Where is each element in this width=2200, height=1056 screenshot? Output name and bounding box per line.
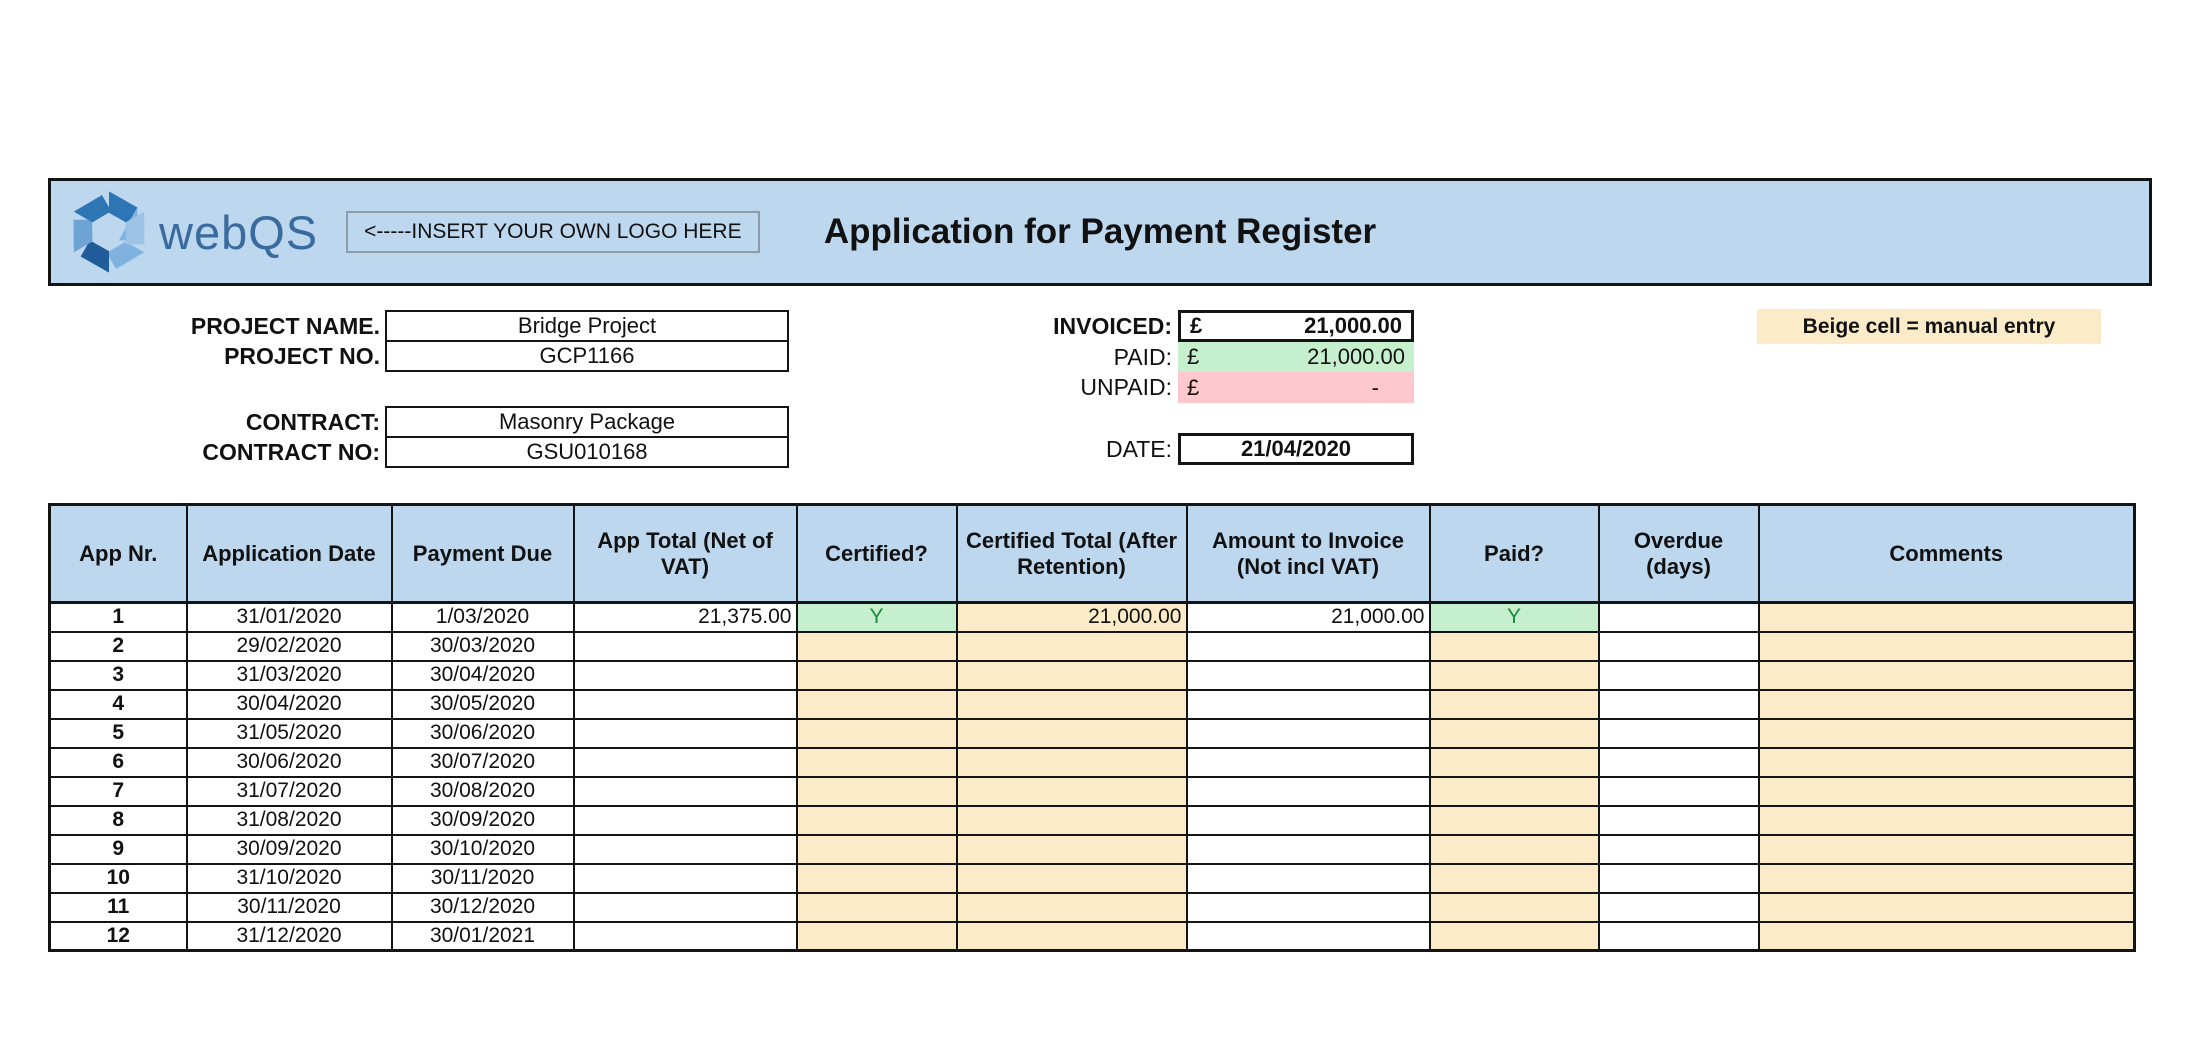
cell-app-nr[interactable]: 4 [50,690,187,719]
project-number-field[interactable]: GCP1166 [385,340,789,372]
cell-app-total[interactable] [574,661,797,690]
cell-overdue-days[interactable] [1599,864,1759,893]
cell-amount-to-invoice[interactable] [1187,835,1430,864]
cell-application-date[interactable]: 31/07/2020 [187,777,392,806]
table-row [50,864,2135,893]
cell-certified[interactable] [797,922,957,951]
cell-app-nr[interactable]: 6 [50,748,187,777]
payment-register-table [48,503,2136,952]
cell-amount-to-invoice[interactable] [1187,893,1430,922]
cell-comments[interactable] [1759,835,2135,864]
webqs-logo-text: webQS [159,205,319,259]
cell-certified-total[interactable] [957,719,1187,748]
cell-overdue-days[interactable] [1599,661,1759,690]
cell-application-date[interactable]: 30/06/2020 [187,748,392,777]
column-header-application-date: Application Date [187,505,392,603]
manual-entry-legend: Beige cell = manual entry [1757,309,2101,344]
cell-app-nr[interactable]: 2 [50,632,187,661]
column-header-app-total: App Total (Net of VAT) [574,505,797,603]
cell-comments[interactable] [1759,864,2135,893]
cell-application-date[interactable]: 30/09/2020 [187,835,392,864]
banner [48,178,2152,286]
cell-payment-due[interactable]: 30/07/2020 [392,748,574,777]
column-header-certified: Certified? [797,505,957,603]
project-name-label: PROJECT NAME. [190,313,380,339]
paid-currency: £ [1187,344,1200,369]
invoiced-currency: £ [1190,313,1203,338]
cell-comments[interactable] [1759,748,2135,777]
column-header-comments: Comments [1759,505,2135,603]
cell-certified[interactable] [797,632,957,661]
contract-field[interactable]: Masonry Package [385,406,789,438]
column-header-overdue-days: Overdue (days) [1599,505,1759,603]
cell-paid[interactable] [1430,661,1599,690]
table-row [50,748,2135,777]
cell-app-nr[interactable]: 7 [50,777,187,806]
table-row [50,893,2135,922]
webqs-hexagon-icon [63,186,155,278]
date-field[interactable]: 21/04/2020 [1178,433,1414,465]
cell-certified-total[interactable]: 21,000.00 [957,603,1187,632]
project-number-label: PROJECT NO. [224,343,380,369]
cell-paid[interactable] [1430,719,1599,748]
cell-app-nr[interactable]: 1 [50,603,187,632]
cell-payment-due[interactable]: 30/08/2020 [392,777,574,806]
cell-comments[interactable] [1759,661,2135,690]
cell-amount-to-invoice[interactable] [1187,748,1430,777]
cell-payment-due[interactable]: 30/10/2020 [392,835,574,864]
cell-paid[interactable] [1430,893,1599,922]
webqs-logo [63,186,318,278]
cell-certified[interactable] [797,893,957,922]
cell-paid[interactable] [1430,922,1599,951]
cell-comments[interactable] [1759,603,2135,632]
cell-paid[interactable] [1430,748,1599,777]
cell-application-date[interactable]: 31/10/2020 [187,864,392,893]
cell-overdue-days[interactable] [1599,748,1759,777]
cell-paid[interactable] [1430,864,1599,893]
cell-app-total[interactable] [574,835,797,864]
cell-app-total[interactable] [574,922,797,951]
cell-app-total[interactable] [574,632,797,661]
cell-application-date[interactable]: 30/11/2020 [187,893,392,922]
cell-application-date[interactable]: 31/01/2020 [187,603,392,632]
cell-app-total[interactable]: 21,375.00 [574,603,797,632]
cell-certified-total[interactable] [957,632,1187,661]
cell-payment-due[interactable]: 1/03/2020 [392,603,574,632]
cell-certified-total[interactable] [957,835,1187,864]
cell-amount-to-invoice[interactable]: 21,000.00 [1187,603,1430,632]
cell-amount-to-invoice[interactable] [1187,632,1430,661]
table-row [50,835,2135,864]
cell-amount-to-invoice[interactable] [1187,777,1430,806]
cell-overdue-days[interactable] [1599,806,1759,835]
contract-number-field[interactable]: GSU010168 [385,436,789,468]
cell-certified-total[interactable] [957,922,1187,951]
invoiced-label: INVOICED: [1053,313,1172,339]
cell-certified-total[interactable] [957,777,1187,806]
cell-comments[interactable] [1759,806,2135,835]
cell-payment-due[interactable]: 30/01/2021 [392,922,574,951]
cell-paid[interactable]: Y [1430,603,1599,632]
cell-certified[interactable] [797,690,957,719]
table-row [50,922,2135,951]
contract-number-label: CONTRACT NO: [202,439,380,465]
cell-paid[interactable] [1430,690,1599,719]
cell-comments[interactable] [1759,922,2135,951]
cell-comments[interactable] [1759,719,2135,748]
date-label: DATE: [1105,436,1172,462]
cell-certified-total[interactable] [957,661,1187,690]
cell-app-nr[interactable]: 5 [50,719,187,748]
cell-certified[interactable] [797,748,957,777]
column-header-certified-total: Certified Total (After Retention) [957,505,1187,603]
cell-payment-due[interactable]: 30/05/2020 [392,690,574,719]
column-header-amount-to-invoice: Amount to Invoice (Not incl VAT) [1187,505,1430,603]
unpaid-value-box [1178,372,1414,403]
cell-overdue-days[interactable] [1599,632,1759,661]
cell-paid[interactable] [1430,806,1599,835]
cell-payment-due[interactable]: 30/11/2020 [392,864,574,893]
cell-amount-to-invoice[interactable] [1187,922,1430,951]
invoiced-value-box [1178,310,1414,342]
cell-paid[interactable] [1430,835,1599,864]
cell-app-nr[interactable]: 8 [50,806,187,835]
cell-comments[interactable] [1759,777,2135,806]
table-row [50,690,2135,719]
cell-certified-total[interactable] [957,690,1187,719]
register-body [50,603,2135,951]
table-row [50,719,2135,748]
cell-app-total[interactable] [574,893,797,922]
cell-certified[interactable] [797,661,957,690]
cell-certified-total[interactable] [957,748,1187,777]
cell-certified[interactable] [797,806,957,835]
cell-app-total[interactable] [574,748,797,777]
cell-certified[interactable] [797,835,957,864]
cell-comments[interactable] [1759,690,2135,719]
cell-application-date[interactable]: 31/08/2020 [187,806,392,835]
cell-application-date[interactable]: 31/05/2020 [187,719,392,748]
cell-certified[interactable] [797,864,957,893]
cell-certified-total[interactable] [957,864,1187,893]
cell-payment-due[interactable]: 30/12/2020 [392,893,574,922]
cell-app-nr[interactable]: 12 [50,922,187,951]
project-name-field[interactable]: Bridge Project [385,310,789,342]
table-row [50,777,2135,806]
table-row [50,661,2135,690]
cell-application-date[interactable]: 30/04/2020 [187,690,392,719]
cell-app-total[interactable] [574,777,797,806]
cell-app-nr[interactable]: 3 [50,661,187,690]
header-row [50,505,2135,603]
cell-paid[interactable] [1430,632,1599,661]
cell-certified-total[interactable] [957,806,1187,835]
cell-overdue-days[interactable] [1599,719,1759,748]
cell-app-nr[interactable]: 9 [50,835,187,864]
table-row [50,632,2135,661]
cell-app-total[interactable] [574,806,797,835]
cell-amount-to-invoice[interactable] [1187,864,1430,893]
cell-amount-to-invoice[interactable] [1187,690,1430,719]
paid-value-box [1178,342,1414,372]
unpaid-label: UNPAID: [1080,374,1172,400]
cell-app-nr[interactable]: 11 [50,893,187,922]
page-title: Application for Payment Register [823,212,1377,251]
column-header-paid: Paid? [1430,505,1599,603]
cell-overdue-days[interactable] [1599,922,1759,951]
cell-application-date[interactable]: 31/12/2020 [187,922,392,951]
table-row [50,806,2135,835]
cell-application-date[interactable]: 31/03/2020 [187,661,392,690]
column-header-app-nr: App Nr. [50,505,187,603]
register-head [50,505,2135,603]
invoiced-value: 21,000.00 [1304,313,1402,338]
contract-label: CONTRACT: [245,409,380,435]
cell-app-total[interactable] [574,864,797,893]
cell-app-total[interactable] [574,690,797,719]
paid-value: 21,000.00 [1307,344,1405,369]
column-header-payment-due: Payment Due [392,505,574,603]
cell-payment-due[interactable]: 30/09/2020 [392,806,574,835]
cell-overdue-days[interactable] [1599,835,1759,864]
cell-comments[interactable] [1759,632,2135,661]
cell-payment-due[interactable]: 30/03/2020 [392,632,574,661]
cell-certified[interactable] [797,719,957,748]
cell-amount-to-invoice[interactable] [1187,806,1430,835]
unpaid-currency: £ [1187,374,1200,400]
cell-payment-due[interactable]: 30/04/2020 [392,661,574,690]
insert-logo-placeholder: <-----INSERT YOUR OWN LOGO HERE [346,211,759,253]
cell-overdue-days[interactable] [1599,893,1759,922]
cell-certified[interactable] [797,777,957,806]
unpaid-value: - [1371,374,1379,400]
cell-overdue-days[interactable] [1599,690,1759,719]
cell-certified[interactable]: Y [797,603,957,632]
cell-app-nr[interactable]: 10 [50,864,187,893]
cell-overdue-days[interactable] [1599,777,1759,806]
cell-application-date[interactable]: 29/02/2020 [187,632,392,661]
cell-app-total[interactable] [574,719,797,748]
cell-certified-total[interactable] [957,893,1187,922]
cell-paid[interactable] [1430,777,1599,806]
cell-comments[interactable] [1759,893,2135,922]
paid-label: PAID: [1113,344,1172,370]
cell-amount-to-invoice[interactable] [1187,719,1430,748]
cell-payment-due[interactable]: 30/06/2020 [392,719,574,748]
cell-amount-to-invoice[interactable] [1187,661,1430,690]
cell-overdue-days[interactable] [1599,603,1759,632]
table-row [50,603,2135,632]
